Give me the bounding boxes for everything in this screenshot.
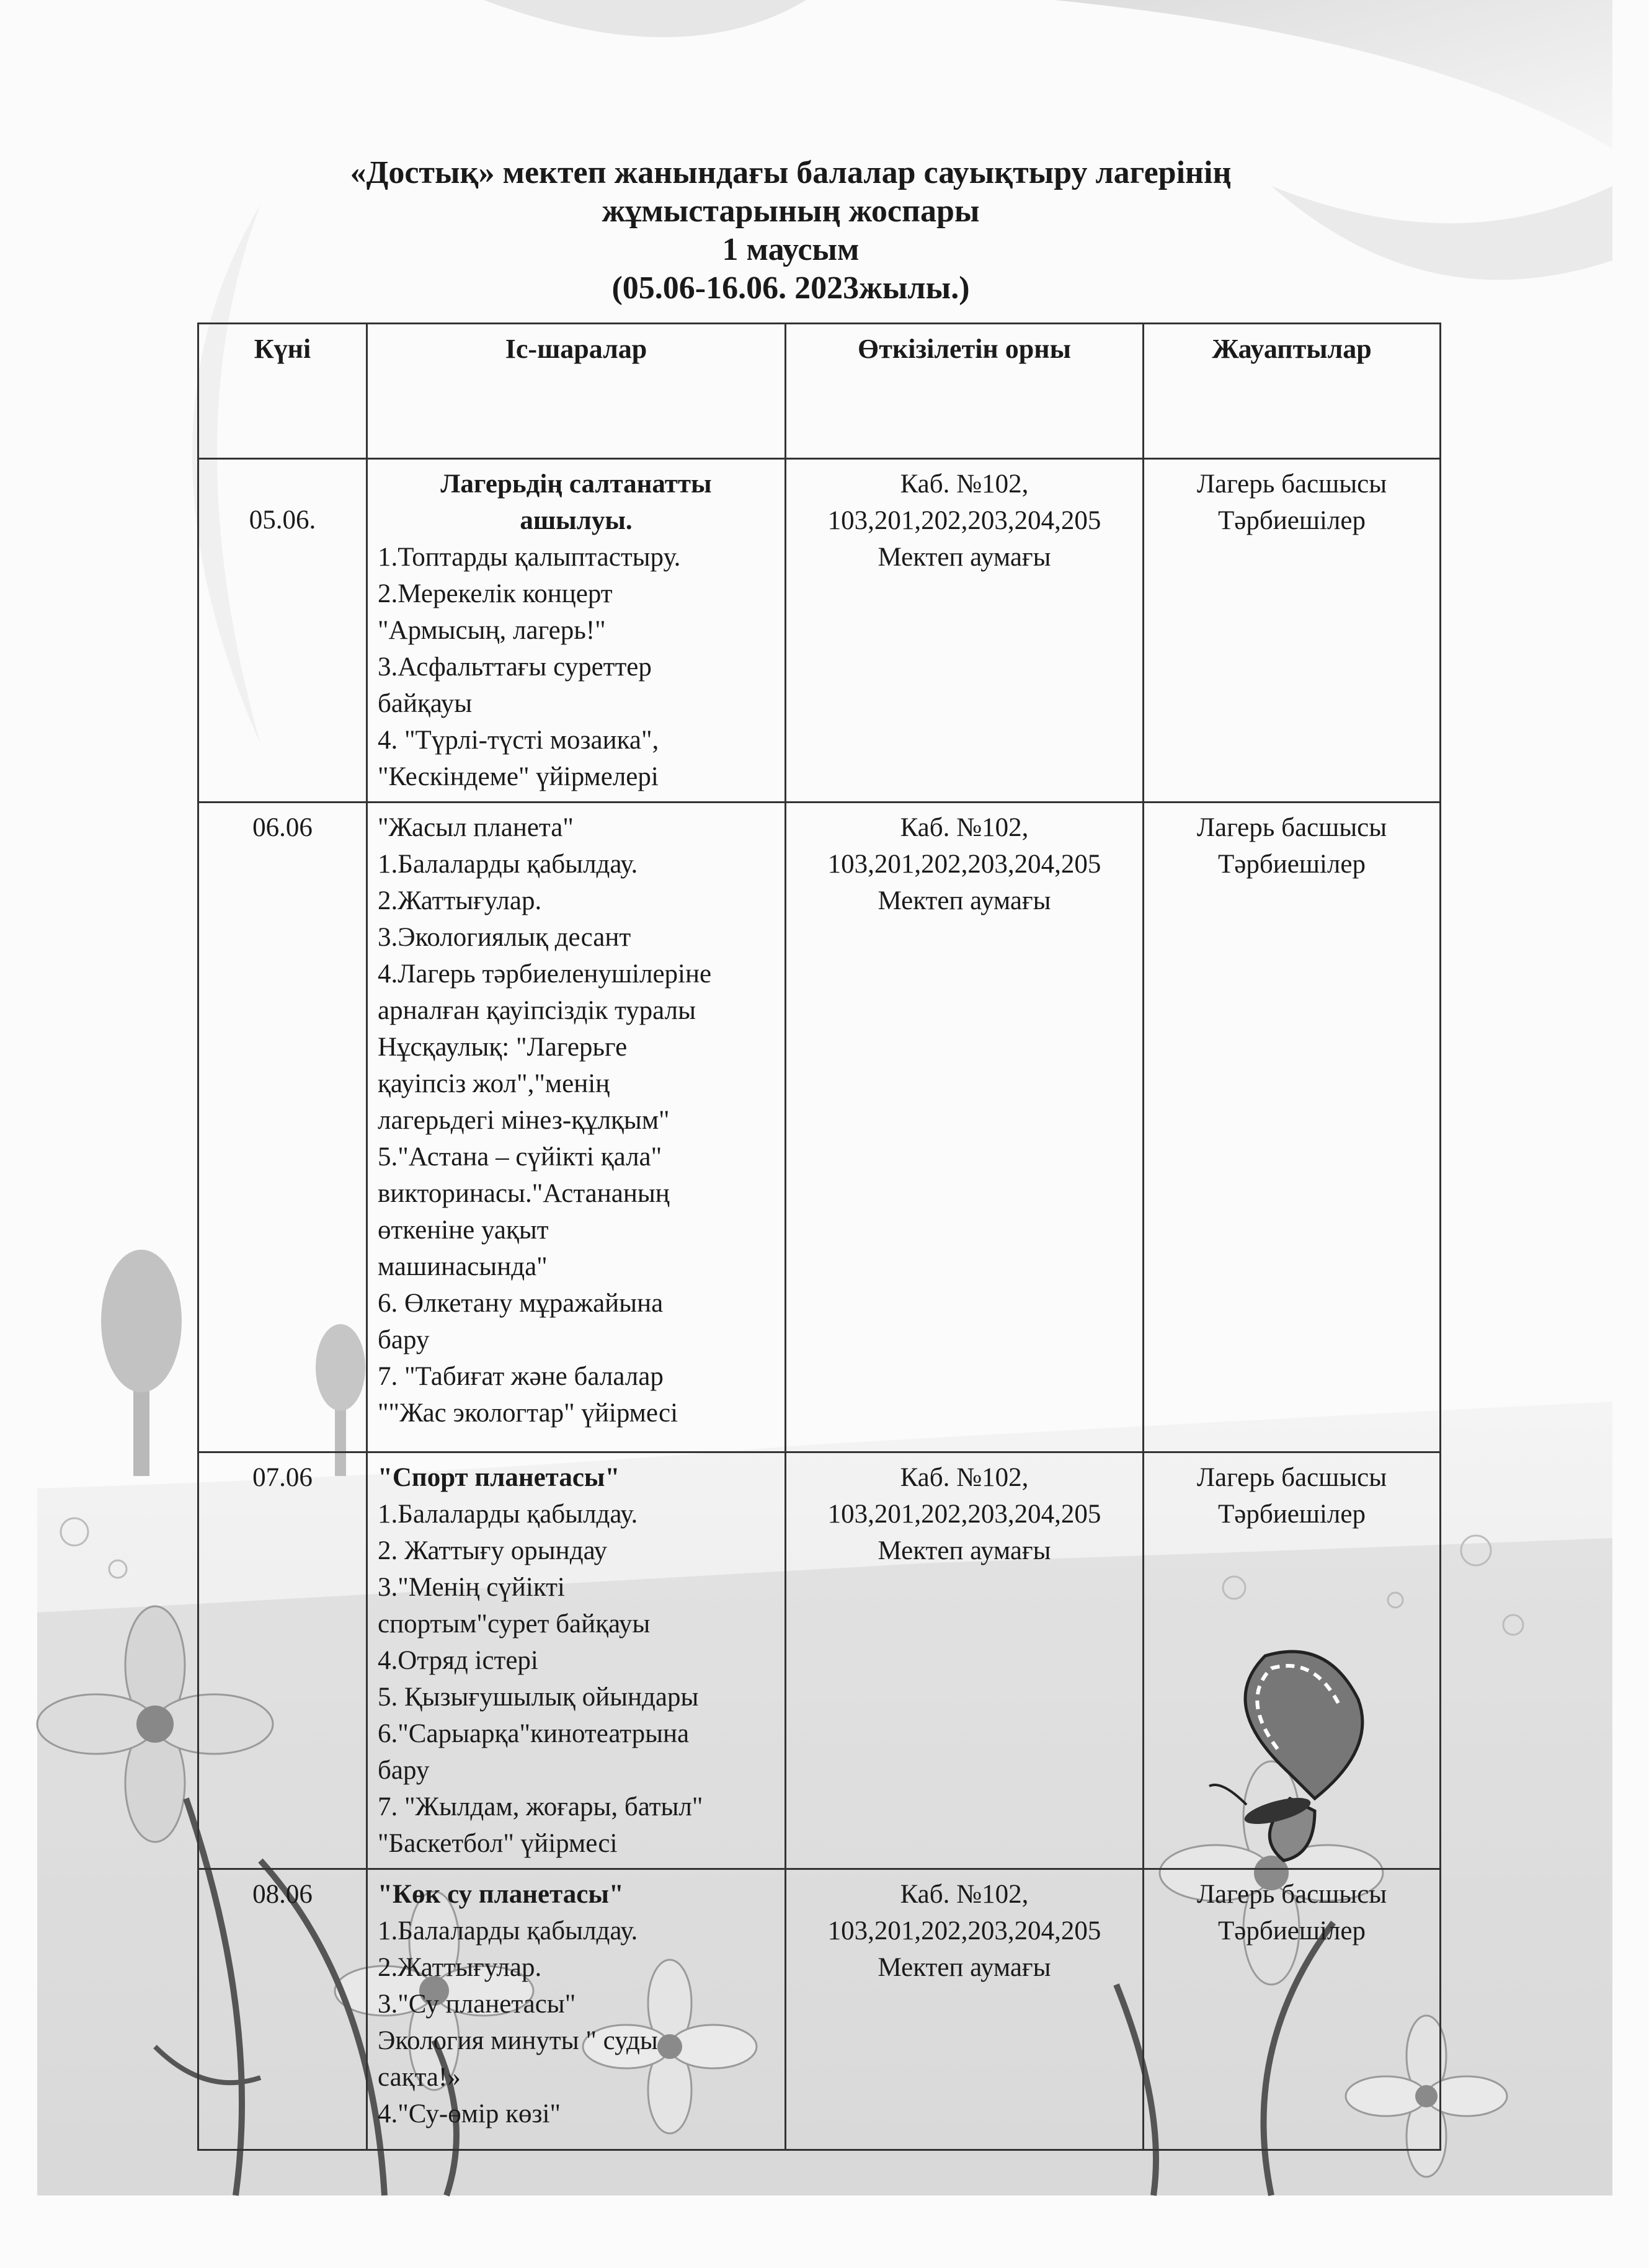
location-line: 103,201,202,203,204,205 bbox=[827, 850, 1101, 879]
responsible-line: Тәрбиешілер bbox=[1218, 850, 1366, 879]
title-line-4: (05.06-16.06. 2023жылы.) bbox=[611, 270, 970, 306]
camp-plan-table bbox=[197, 322, 1441, 2151]
activity-item: 4.Отряд істері bbox=[378, 1646, 538, 1675]
activity-item: 4."Су-өмір көзі" bbox=[378, 2099, 561, 2128]
row-location bbox=[786, 1869, 1144, 2150]
responsible-line: Лагерь басшысы bbox=[1196, 1880, 1387, 1909]
table-row bbox=[198, 459, 1441, 803]
location-line: 103,201,202,203,204,205 bbox=[827, 1916, 1101, 1946]
activity-item: бару bbox=[378, 1325, 430, 1354]
responsible-line: Тәрбиешілер bbox=[1218, 1916, 1366, 1946]
activity-item: 6."Сарыарқа"кинотеатрына bbox=[378, 1719, 690, 1748]
row-activities bbox=[367, 803, 786, 1452]
row-date bbox=[198, 1869, 367, 2150]
location-line: Мектеп аумағы bbox=[878, 543, 1051, 572]
date-value: 08.06 bbox=[252, 1880, 313, 1909]
row-activities bbox=[367, 1869, 786, 2150]
activity-item: 1.Топтарды қалыптастыру. bbox=[378, 543, 681, 572]
activity-item: "Кескіндеме" үйірмелері bbox=[378, 762, 659, 791]
table-row bbox=[198, 1452, 1441, 1869]
activity-item: 4.Лагерь тәрбиеленушілеріне bbox=[378, 959, 712, 989]
activity-item: лагерьдегі мінез-құлқым" bbox=[378, 1106, 670, 1135]
location-line: Каб. №102, bbox=[900, 1463, 1029, 1492]
date-value: 06.06 bbox=[252, 813, 313, 842]
activity-item: "Армысың, лагерь!" bbox=[378, 616, 606, 645]
header-date: Күні bbox=[198, 324, 367, 459]
responsible-line: Лагерь басшысы bbox=[1196, 813, 1387, 842]
activity-item: Нұсқаулық: "Лагерьге bbox=[378, 1033, 628, 1062]
row-responsible bbox=[1144, 803, 1441, 1452]
row-responsible bbox=[1144, 1452, 1441, 1869]
activity-item: 3."Су планетасы" bbox=[378, 1990, 576, 2019]
location-line: Мектеп аумағы bbox=[878, 886, 1051, 915]
activity-item: 2.Жаттығулар. bbox=[378, 886, 542, 915]
table-row bbox=[198, 1869, 1441, 2150]
location-line: Мектеп аумағы bbox=[878, 1953, 1051, 1982]
date-value: 05.06. bbox=[249, 505, 316, 535]
row-location bbox=[786, 1452, 1144, 1869]
activity-item: Экология минуты " суды bbox=[378, 2026, 658, 2055]
activity-item: машинасында" bbox=[378, 1252, 548, 1281]
activity-item: 2. Жаттығу орындау bbox=[378, 1536, 607, 1565]
header-responsible: Жауаптылар bbox=[1144, 324, 1441, 459]
date-value: 07.06 bbox=[252, 1463, 313, 1492]
activity-item: 1.Балаларды қабылдау. bbox=[378, 1500, 638, 1529]
title-line-1: «Достық» мектеп жанындағы балалар сауықтыру лагерінің bbox=[350, 155, 1232, 190]
responsible-line: Тәрбиешілер bbox=[1218, 1500, 1366, 1529]
row-responsible bbox=[1144, 1869, 1441, 2150]
activity-item: сақта!» bbox=[378, 2063, 461, 2092]
activity-item: 4. "Түрлі-түсті мозаика", bbox=[378, 726, 659, 755]
activity-title-cont: ашылуы. bbox=[520, 506, 633, 535]
responsible-line: Тәрбиешілер bbox=[1218, 506, 1366, 535]
activity-title: "Көк су планетасы" bbox=[378, 1880, 624, 1909]
activity-item: 3."Менің сүйікті bbox=[378, 1573, 565, 1602]
location-line: Каб. №102, bbox=[900, 1880, 1029, 1909]
activity-item: арналған қауіпсіздік туралы bbox=[378, 996, 696, 1025]
location-line: Каб. №102, bbox=[900, 469, 1029, 499]
activity-item: өткеніне уақыт bbox=[378, 1216, 549, 1245]
row-date bbox=[198, 459, 367, 803]
row-activities bbox=[367, 1452, 786, 1869]
activity-item: 2.Мерекелік концерт bbox=[378, 579, 613, 608]
row-location bbox=[786, 803, 1144, 1452]
activity-item: 5."Астана – сүйікті қала" bbox=[378, 1142, 662, 1172]
header-activities: Іс-шаралар bbox=[367, 324, 786, 459]
title-line-2: жұмыстарының жоспары bbox=[602, 193, 980, 229]
document-title bbox=[186, 154, 1395, 308]
activity-item: 3.Асфальттағы суреттер bbox=[378, 652, 652, 682]
row-responsible bbox=[1144, 459, 1441, 803]
activity-item: 7. "Жылдам, жоғары, батыл" bbox=[378, 1792, 703, 1821]
activity-item: спортым"сурет байқауы bbox=[378, 1609, 651, 1639]
location-line: 103,201,202,203,204,205 bbox=[827, 506, 1101, 535]
activity-item: 6. Өлкетану мұражайына bbox=[378, 1289, 664, 1318]
activity-title: "Спорт планетасы" bbox=[378, 1463, 620, 1492]
activity-item: 1.Балаларды қабылдау. bbox=[378, 1916, 638, 1946]
activity-item: ""Жас экологтар" үйірмесі bbox=[378, 1399, 678, 1428]
row-activities bbox=[367, 459, 786, 803]
activity-item: 2.Жаттығулар. bbox=[378, 1953, 542, 1982]
table-header-row bbox=[198, 324, 1441, 459]
location-line: Мектеп аумағы bbox=[878, 1536, 1051, 1565]
location-line: 103,201,202,203,204,205 bbox=[827, 1500, 1101, 1529]
activity-item: 1.Балаларды қабылдау. bbox=[378, 850, 638, 879]
row-date bbox=[198, 803, 367, 1452]
activity-item: "Баскетбол" үйірмесі bbox=[378, 1829, 618, 1858]
activity-item: бару bbox=[378, 1756, 430, 1785]
location-line: Каб. №102, bbox=[900, 813, 1029, 842]
title-line-3: 1 маусым bbox=[722, 232, 860, 267]
activity-item: байқауы bbox=[378, 689, 473, 718]
row-date bbox=[198, 1452, 367, 1869]
activity-item: викторинасы."Астананың bbox=[378, 1179, 670, 1208]
table-row bbox=[198, 803, 1441, 1452]
activity-title: Лагерьдің салтанатты bbox=[440, 469, 712, 499]
responsible-line: Лагерь басшысы bbox=[1196, 1463, 1387, 1492]
activity-item: 5. Қызығушылық ойындары bbox=[378, 1683, 699, 1712]
header-location: Өткізілетін орны bbox=[786, 324, 1144, 459]
row-location bbox=[786, 459, 1144, 803]
activity-item: 3.Экологиялық десант bbox=[378, 923, 631, 952]
activity-item: 7. "Табиғат және балалар bbox=[378, 1362, 664, 1391]
activity-item: қауіпсіз жол","менің bbox=[378, 1069, 610, 1098]
activity-title: "Жасыл планета" bbox=[378, 813, 574, 842]
responsible-line: Лагерь басшысы bbox=[1196, 469, 1387, 499]
